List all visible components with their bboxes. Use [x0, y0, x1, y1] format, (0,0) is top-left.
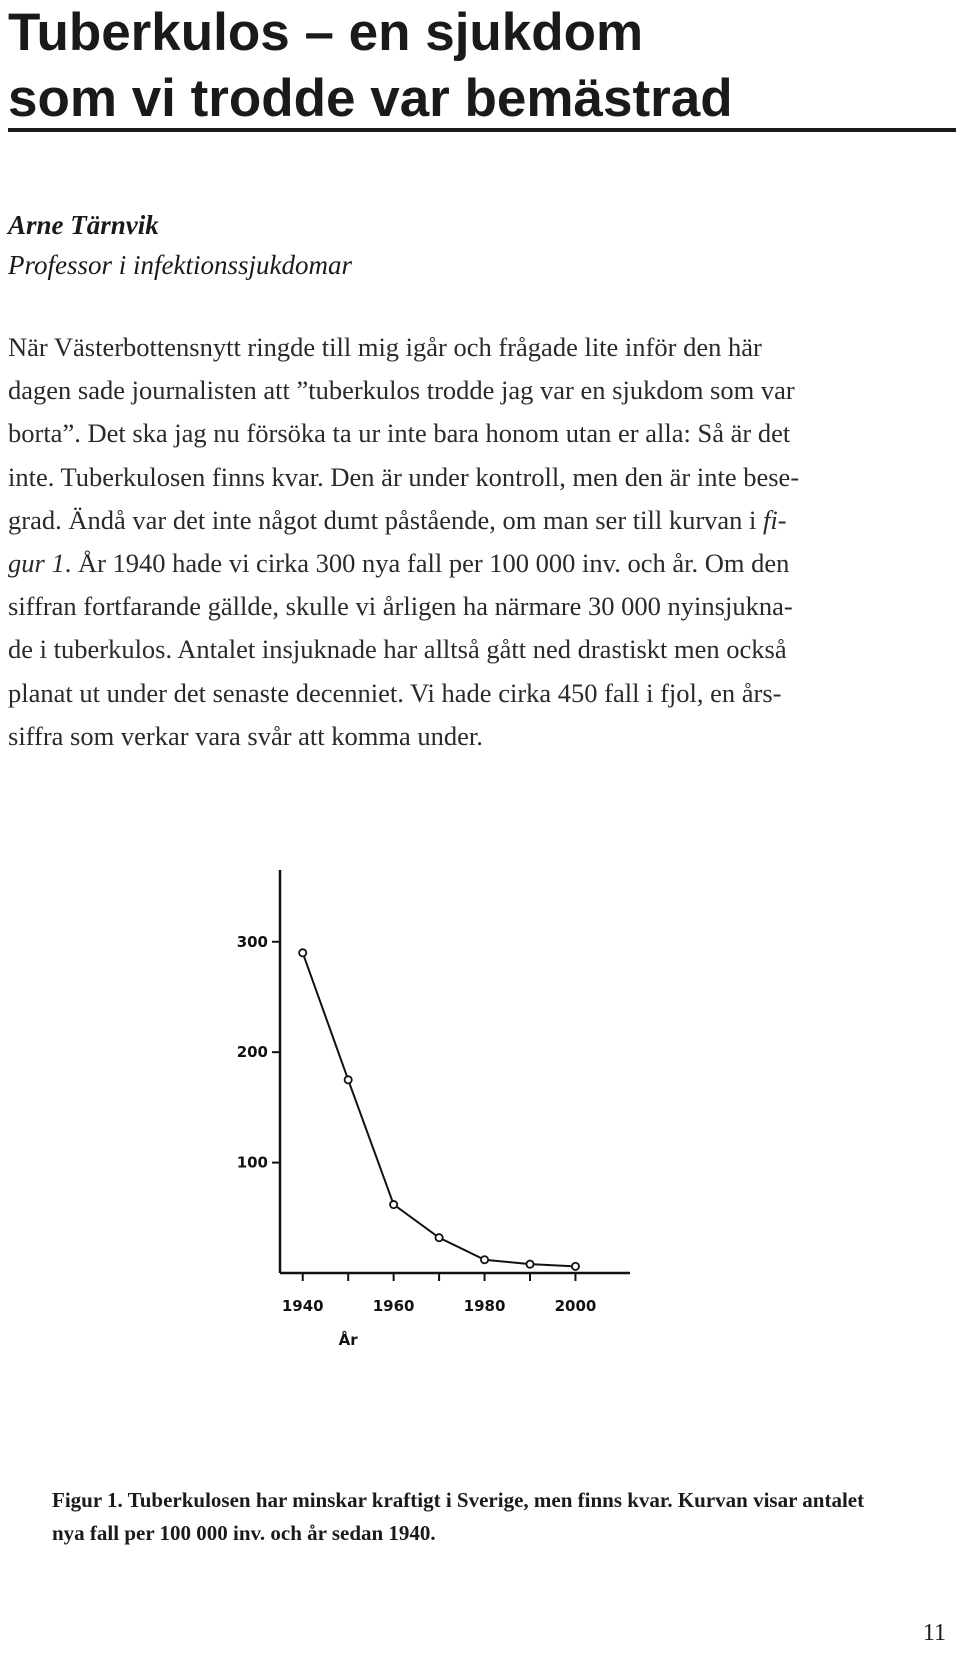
body-line: siffra som verkar vara svår att komma under. — [8, 720, 483, 751]
author-name: Arne Tärnvik — [8, 210, 159, 240]
body-line: inte. Tuberkulosen finns kvar. Den är under kontroll, men den är inte bese- — [8, 461, 800, 492]
x-tick-label: 1940 — [281, 1297, 324, 1315]
body-line-text: grad. Ändå var det inte något dumt påstående, om man ser till kurvan i — [8, 504, 757, 535]
author-role: Professor i infektionssjukdomar — [8, 250, 352, 280]
page-number: 11 — [922, 1620, 946, 1646]
x-tick-label: 2000 — [554, 1297, 597, 1315]
data-point — [345, 1076, 352, 1083]
x-tick-label: 1980 — [463, 1297, 506, 1315]
body-line: dagen sade journalisten att ”tuberkulos trodde jag var en sjukdom som var — [8, 375, 795, 406]
title-line-2: som vi trodde var bemästrad — [8, 69, 733, 128]
x-tick-label: 1960 — [372, 1297, 415, 1315]
chart-svg — [230, 870, 690, 1430]
body-line: de i tuberkulos. Antalet insjuknade har alltså gått ned drastiskt men också — [8, 634, 787, 665]
y-tick-label: 100 — [236, 1153, 268, 1172]
data-point — [435, 1234, 442, 1241]
y-tick-label: 300 — [236, 932, 268, 951]
figure-caption — [52, 1484, 932, 1550]
body-line: siffran fortfarande gällde, skulle vi årligen ha närmare 30 000 nyinsjukna- — [8, 591, 793, 622]
body-line — [8, 542, 952, 585]
body-line: planat ut under det senaste decenniet. Vi hade cirka 450 fall i fjol, en års- — [8, 677, 782, 708]
body-line — [8, 499, 952, 542]
title-divider — [8, 128, 956, 132]
data-point — [572, 1263, 579, 1270]
caption-line: Figur 1. Tuberkulosen har minskar kraftigt i Sverige, men finns kvar. Kurvan visar antalet — [52, 1488, 865, 1512]
body-line-text: . År 1940 hade vi cirka 300 nya fall per 100 000 inv. och år. Om den — [64, 548, 790, 579]
body-line: När Västerbottensnytt ringde till mig igår och frågade lite inför den här — [8, 332, 762, 362]
y-tick-label: 200 — [236, 1043, 268, 1062]
data-point — [299, 949, 306, 956]
figure-reference: gur 1 — [8, 548, 65, 579]
caption-line: nya fall per 100 000 inv. och år sedan 1940. — [52, 1521, 436, 1545]
author-block — [8, 205, 352, 285]
data-point — [481, 1256, 488, 1263]
article-title — [8, 0, 948, 132]
title-line-1: Tuberkulos – en sjukdom — [8, 3, 644, 62]
data-point — [526, 1261, 533, 1268]
figure-reference: fi- — [763, 504, 787, 535]
series-line — [303, 953, 576, 1267]
figure-1-chart — [230, 870, 690, 1430]
data-point — [390, 1201, 397, 1208]
body-line: borta”. Det ska jag nu försöka ta ur inte bara honom utan er alla: Så är det — [8, 418, 791, 449]
body-paragraph — [8, 326, 952, 758]
x-axis-label: År — [338, 1331, 358, 1349]
